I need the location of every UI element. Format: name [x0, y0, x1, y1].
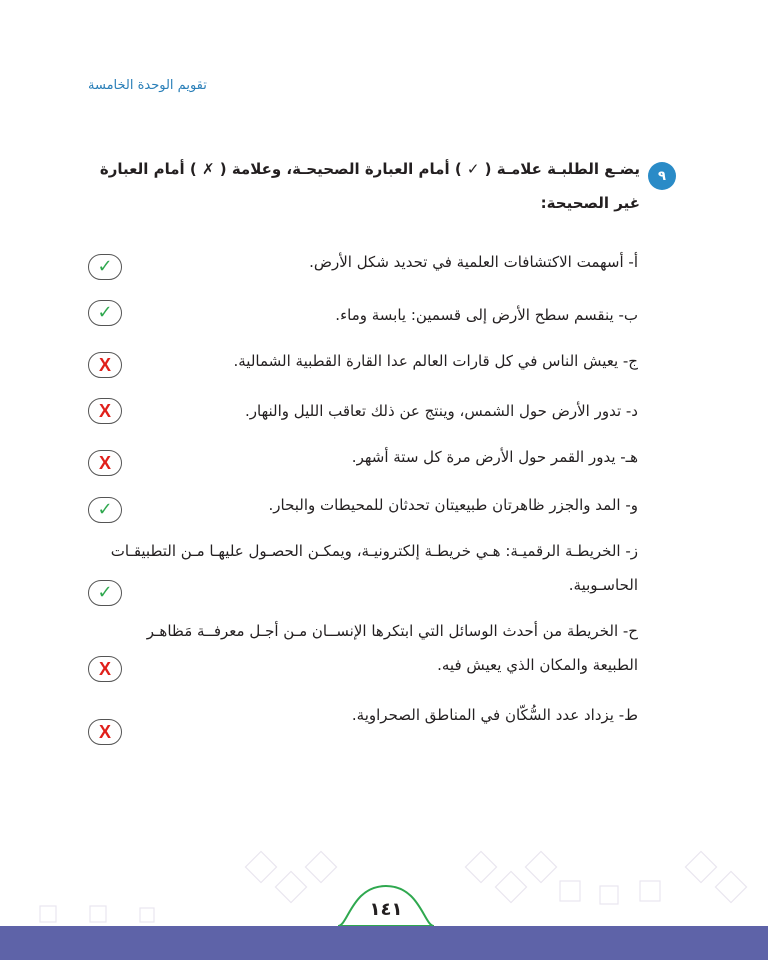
- unit-review-title: تقويم الوحدة الخامسة: [88, 78, 207, 93]
- statement-f: و- المد والجزر ظاهرتان طبيعيتان تحدثان للمحيطات والبحار.: [268, 496, 638, 514]
- statement-i: ط- يزداد عدد السُّكّان في المناطق الصحراوية.: [351, 706, 638, 724]
- statement-d: د- تدور الأرض حول الشمس، وينتج عن ذلك تعاقب الليل والنهار.: [245, 402, 638, 420]
- answer-mark-i[interactable]: X: [88, 719, 122, 745]
- answer-mark-g[interactable]: ✓: [88, 580, 122, 606]
- statement-c: ج- يعيش الناس في كل قارات العالم عدا القارة القطبية الشمالية.: [233, 352, 638, 370]
- statement-b: ب- ينقسم سطح الأرض إلى قسمين: يابسة وماء.: [335, 306, 638, 324]
- statement-e: هـ- يدور القمر حول الأرض مرة كل ستة أشهر.: [351, 448, 638, 466]
- answer-mark-e[interactable]: X: [88, 450, 122, 476]
- page-number: ١٤١: [369, 899, 403, 920]
- answer-mark-f[interactable]: ✓: [88, 497, 122, 523]
- answer-mark-b[interactable]: ✓: [88, 300, 122, 326]
- statement-h: ح- الخريطة من أحدث الوسائل التي ابتكرها الإنســان مـن أجـل معرفــة مَظاهـر الطبيعة والمكان الذي يعيش فيه.: [146, 622, 638, 674]
- question-instructions: يضـع الطلبـة علامـة ( ✓ ) أمام العبارة الصحيحـة، وعلامة ( ✗ ) أمام العبارة غير الصحيحة:: [99, 160, 640, 212]
- answer-mark-d[interactable]: X: [88, 398, 122, 424]
- question-number-badge: ٩: [648, 162, 676, 190]
- answer-mark-c[interactable]: X: [88, 352, 122, 378]
- answer-mark-h[interactable]: X: [88, 656, 122, 682]
- footer-band: [0, 926, 768, 960]
- statement-g: ز- الخريطـة الرقميـة: هـي خريطـة إلكترونيـة، ويمكـن الحصـول عليهـا مـن التطبيقـات الحاسـوبية.: [110, 542, 638, 594]
- answer-mark-a[interactable]: ✓: [88, 254, 122, 280]
- statement-a: أ- أسهمت الاكتشافات العلمية في تحديد شكل الأرض.: [309, 253, 638, 271]
